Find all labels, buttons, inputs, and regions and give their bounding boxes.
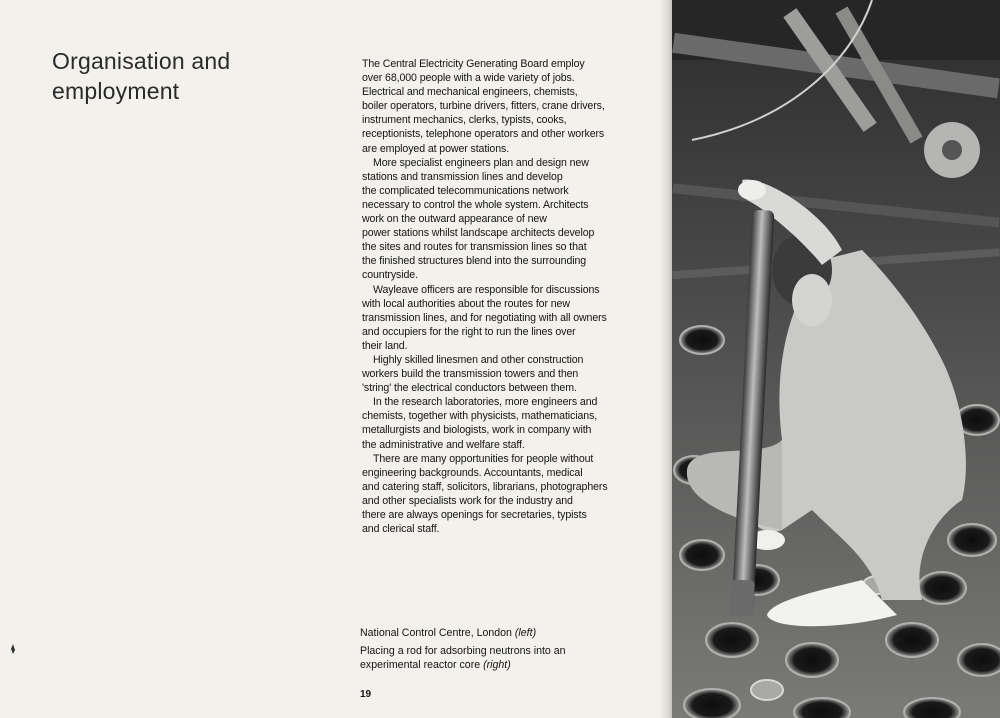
heading-line-2: employment [52,78,180,104]
text-line: workers build the transmission towers and then [362,368,579,381]
text-line: there are always openings for secretaries, typists [362,509,587,521]
text-line: boiler operators, turbine drivers, fitters, crane drivers, [362,100,605,113]
text-line: countryside. [362,269,418,282]
paragraph-5 [362,395,654,451]
text-line: the administrative and welfare staff. [362,438,525,451]
heading-line-1: Organisation and [52,48,231,74]
text-line: transmission lines, and for negotiating with all owners [362,311,607,324]
photo-illustration [672,0,1000,718]
text-line: the finished structures blend into the surrounding [362,255,587,268]
text-line: work on the outward appearance of new [362,213,547,226]
caption-left [360,626,660,640]
text-line: More specialist engineers plan and design new [373,156,589,169]
text-line: with local authorities about the routes for new [362,297,570,310]
text-line: the complicated telecommunications network [362,184,569,197]
text-line: Highly skilled linesmen and other construction [373,353,584,366]
text-line: In the research laboratories, more engineers and [373,396,598,409]
text-line: 'string' the electrical conductors between them. [362,382,577,395]
caption-right [360,644,660,672]
page-heading [52,46,312,106]
text-line: power stations whilst landscape architects develop [362,227,595,240]
caption-text: experimental reactor core [360,659,481,671]
text-line: Electrical and mechanical engineers, chemists, [362,86,578,99]
text-line: and occupiers for the right to run the lines over [362,325,576,338]
text-line: metallurgists and biologists, work in company with [362,424,592,437]
text-line: necessary to control the whole system. Architects [362,198,589,211]
reactor-core-photo [672,0,1000,718]
paragraph-3 [362,283,654,353]
caption-text: National Control Centre, London [360,627,512,639]
text-line: engineering backgrounds. Accountants, medical [362,466,583,479]
paragraph-4 [362,353,654,395]
body-text [362,57,654,536]
caption-tag: (right) [483,659,511,671]
paragraph-2 [362,156,654,283]
text-line: and clerical staff. [362,523,440,536]
caption-tag: (left) [514,627,537,639]
page-number: 19 [360,689,372,700]
paragraph-1 [362,57,654,156]
paragraph-6 [362,452,654,537]
text-line: The Central Electricity Generating Board employ [362,58,585,70]
text-line: instrument mechanics, clerks, typists, cooks, [362,114,567,127]
text-line: receptionists, telephone operators and other workers [362,128,605,141]
text-line: are employed at power stations. [362,142,510,155]
text-line: and other specialists work for the industry and [362,494,573,507]
ink-mark [10,644,16,654]
text-line: the sites and routes for transmission lines so that [362,241,587,254]
text-line: chemists, together with physicists, mathematicians, [362,410,598,423]
text-line: stations and transmission lines and develop [362,170,563,183]
text-line: Wayleave officers are responsible for discussions [373,283,600,296]
text-line: and catering staff, solicitors, librarians, photographers [362,480,608,493]
photo-captions [360,626,660,676]
text-line: There are many opportunities for people without [373,452,594,465]
caption-text: Placing a rod for adsorbing neutrons into an [360,645,566,657]
text-line: over 68,000 people with a wide variety of jobs. [362,72,575,85]
text-line: their land. [362,339,408,352]
